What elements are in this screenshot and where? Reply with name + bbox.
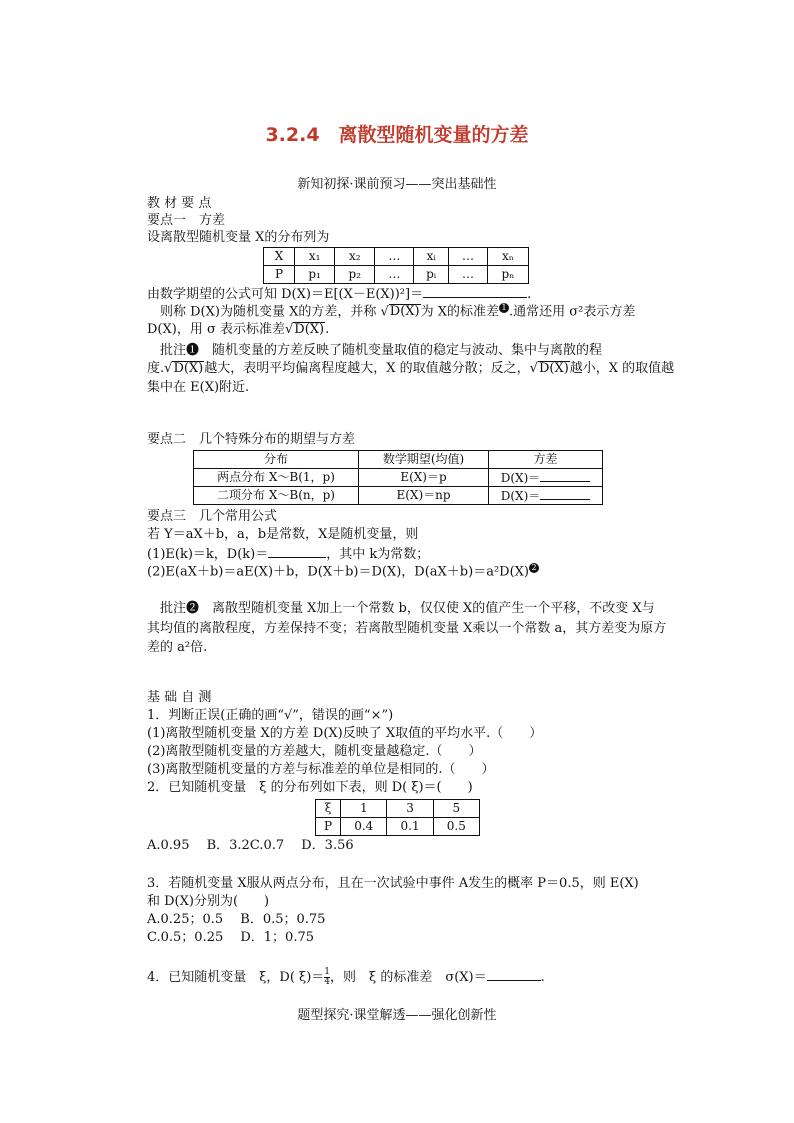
cell-text: D(X)＝ [500,489,541,503]
fraction-denominator: 4 [324,977,331,987]
note-1-line-1: 批注❶ 随机变量的方差反映了随机变量取值的稳定与波动、集中与离散的程 [160,343,603,358]
formula-text: ，其中 k为常数； [326,547,430,562]
table-cell: … [448,266,487,284]
question-1-item-1: (1)离散型随机变量 X的方差 D(X)反映了 X取值的平均水平.（ ） [147,726,543,741]
table-row [264,248,529,266]
note-marker-2: 2 [529,563,539,573]
question-3-line-1: 3．若随机变量 X服从两点分布，且在一次试验中事件 A发生的概率 P＝0.5，则 E(X) [147,876,639,891]
table-cell: … [448,248,487,266]
answer-blank [540,469,590,482]
note-2-line-2: 其均值的离散程度，方差保持不变；若离散型随机变量 X乘以一个常数 a，其方差变为原方 [147,621,667,636]
question-text: ，则 ξ 的标准差 σ(X)＝ [330,970,487,985]
question-3-options-2: C.0.5；0.25 D．1；0.75 [147,930,315,945]
sqrt-expression: D(X) [389,304,420,320]
table-cell: 0.1 [387,818,433,836]
table-cell: x₂ [335,248,375,266]
table-cell: … [375,266,414,284]
table-row [194,469,603,487]
table-cell: E(X)＝np [359,487,489,505]
definition-text: 则称 D(X)为随机变量 X的方差，并称 [160,304,377,320]
formula-1 [147,545,429,563]
table-cell: 两点分布 X～B(1，p) [194,469,359,487]
table-cell [489,469,603,487]
table-cell: P [264,266,295,284]
note-text: 越大，表明平均偏离程度越大，X 的取值越分散；反之， [204,361,530,376]
special-distributions-table [193,450,603,505]
sqrt-expression: D(X) [538,361,569,376]
table-cell: 5 [433,800,479,818]
question-1: 1．判断正误(正确的画“√”，错误的画“×”) [147,708,394,723]
table-cell: X [264,248,295,266]
page-title: 3.2.4 离散型随机变量的方差 [265,124,529,146]
key-point-2-title: 要点二 几个特殊分布的期望与方差 [147,432,356,447]
section-heading-explore: 题型探究·课堂解透——强化创新性 [297,1008,497,1023]
table-cell: p₁ [295,266,335,284]
table-cell: 3 [387,800,433,818]
formula-text: (2)E(aX＋b)＝aE(X)＋b，D(X＋b)＝D(X)，D(aX＋b)＝a²D(X) [147,564,529,580]
fraction-numerator: 1 [324,967,331,977]
note-marker-1: 1 [499,303,509,313]
question-3-options-1: A.0.25；0.5 B．0.5；0.75 [147,912,326,927]
table-cell: E(X)＝p [359,469,489,487]
table-cell: pᵢ [414,266,449,284]
formula-2 [147,563,539,580]
section-heading-preview: 新知初探·课前预习——突出基础性 [297,177,497,192]
answer-blank [423,285,527,298]
table-cell: 0.5 [433,818,479,836]
cell-text: D(X)＝ [500,471,541,485]
question-2-options: A.0.95 B．3.2C.0.7 D．3.56 [147,838,354,853]
table-cell: pₙ [487,266,528,284]
table-cell: xₙ [487,248,528,266]
table-cell: xᵢ [414,248,449,266]
table-cell: x₁ [295,248,335,266]
key-point-1-intro: 设离散型随机变量 X的分布列为 [147,230,330,245]
xi-distribution-table [315,799,480,836]
sqrt-expression: D(X) [294,322,325,337]
question-1-item-3: (3)离散型随机变量的方差与标准差的单位是相同的.（ ） [147,762,495,777]
definition-text: D(X)，用 σ 表示标准差 [147,322,285,337]
note-text: 度. [147,361,165,376]
table-cell: 二项分布 X～B(n，p) [194,487,359,505]
key-point-1-title: 要点一 方差 [147,213,226,228]
variance-definition-line: 则称 D(X)为随机变量 X的方差，并称 √D(X)为 X的标准差 1 .通常还用 σ²表示方差 [160,303,636,320]
note-text: 越小，X 的取值越 [569,361,675,376]
table-header-cell: 数学期望(均值) [359,451,489,469]
table-row [316,800,480,818]
question-1-item-2: (2)离散型随机变量的方差越大，随机变量越稳定.（ ） [147,744,482,759]
question-3-line-2: 和 D(X)分别为( ) [147,894,270,909]
table-cell: p₂ [335,266,375,284]
textbook-points-heading: 教 材 要 点 [147,196,212,211]
sqrt-expression: D(X) [173,361,204,376]
question-4: 4．已知随机变量 ξ，D( ξ)＝ $\frac{1}{4}$ ，则 ξ 的标准差 σ(X)＝ . [147,967,545,987]
self-test-heading: 基 础 自 测 [147,690,212,705]
answer-blank [487,968,541,981]
std-definition-line: D(X)，用 σ 表示标准差√D(X). [147,322,330,337]
variance-formula-line: 由数学期望的公式可知 D(X)＝E[(X－E(X))²]＝ . [147,287,532,302]
table-cell: 1 [341,800,387,818]
answer-blank [268,545,326,558]
table-header-cell: 分布 [194,451,359,469]
answer-blank [540,487,590,500]
table-cell: P [316,818,341,836]
table-header-row [194,451,603,469]
definition-text: .通常还用 σ²表示方差 [508,304,636,320]
formula-text: (1)E(k)＝k，D(k)＝ [147,547,269,562]
note-2-line-1: 批注❷ 离散型随机变量 X加上一个常数 b，仅仅使 X的值产生一个平移，不改变 X与 [160,601,655,616]
question-text: 4．已知随机变量 ξ，D( ξ)＝ [147,970,325,985]
table-row [264,266,529,284]
table-cell: ξ [316,800,341,818]
table-row [316,818,480,836]
note-1-line-3: 集中在 E(X)附近. [147,380,250,395]
question-2: 2．已知随机变量 ξ 的分布列如下表，则 D( ξ)＝( ) [147,780,473,795]
table-cell [489,487,603,505]
distribution-table [263,247,529,284]
note-2-line-3: 差的 a²倍. [147,640,208,655]
formula-text: 由数学期望的公式可知 D(X)＝E[(X－E(X))²]＝ [147,287,424,302]
table-row [194,487,603,505]
key-point-3-title: 要点三 几个常用公式 [147,509,278,524]
table-cell: 0.4 [341,818,387,836]
note-1-line-2: 度.√D(X)越大，表明平均偏离程度越大，X 的取值越分散；反之，√D(X)越小，X 的取值越 [147,361,675,376]
definition-text: 为 X的标准差 [420,304,499,320]
table-cell: … [375,248,414,266]
formula-intro: 若 Y＝aX＋b，a，b是常数，X是随机变量，则 [147,527,419,542]
table-header-cell: 方差 [489,451,603,469]
